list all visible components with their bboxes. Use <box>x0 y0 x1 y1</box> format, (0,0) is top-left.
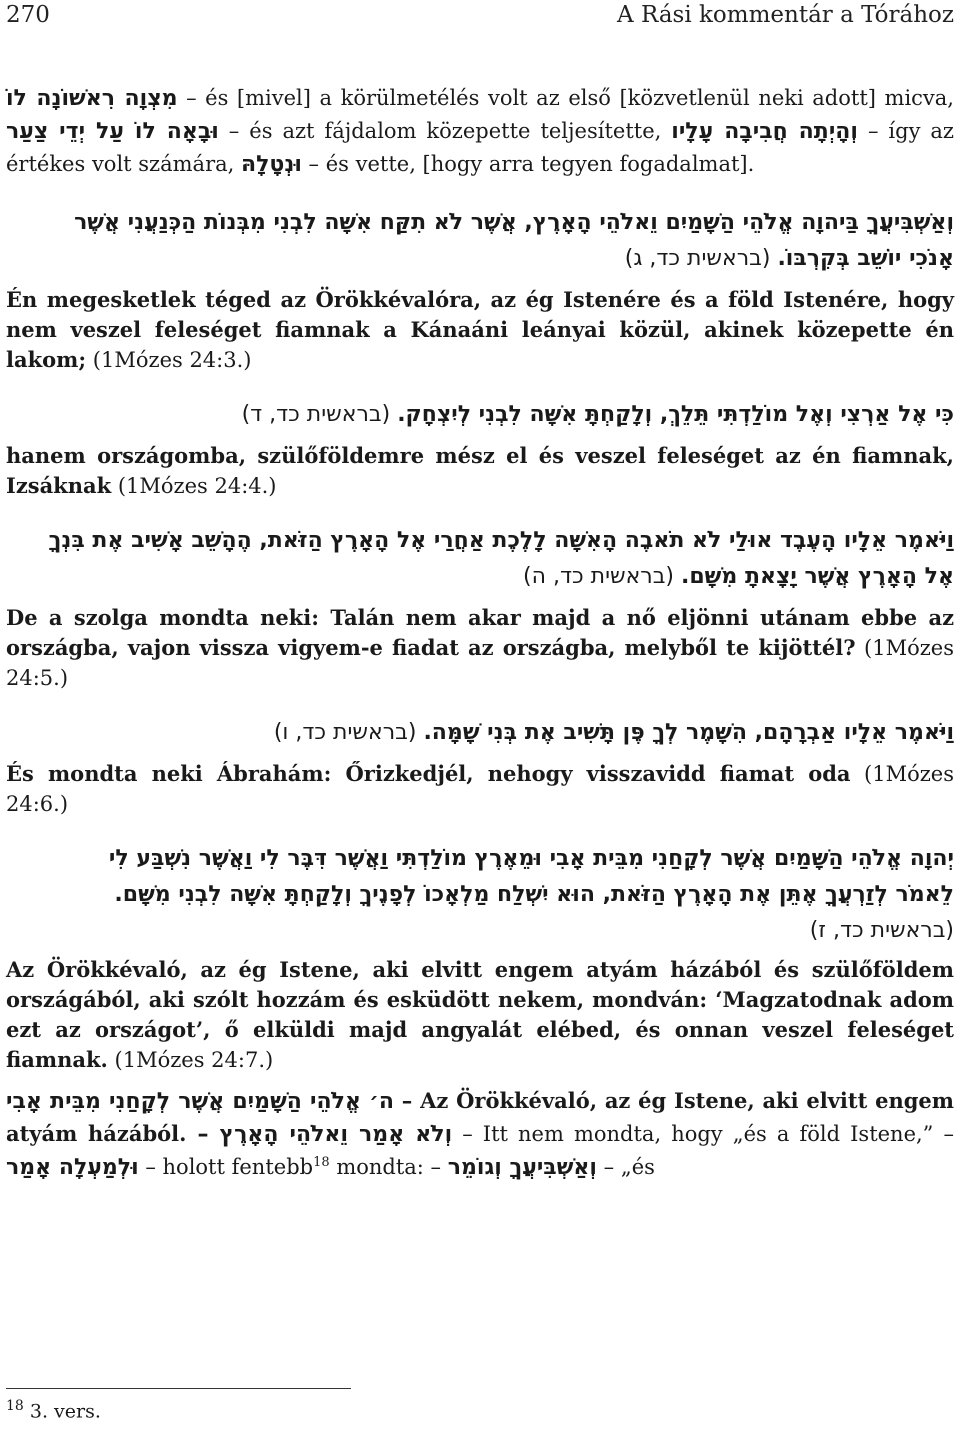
verse-7-translation <box>6 955 954 1075</box>
hebrew-reference: (בראשית כד, ו) <box>273 720 424 745</box>
footnote-divider <box>6 1388 351 1389</box>
intro-commentary <box>6 82 954 181</box>
book-title: A Rási kommentár a Tórához <box>617 2 954 28</box>
intro-text: – és vette, [hogy arra tegyen fogadalmat]. <box>301 152 755 176</box>
page-number: 270 <box>6 2 50 28</box>
hebrew-phrase: מִצְוָה רִאשׁוֹנָה לוֹ <box>6 86 178 111</box>
commentary-bold-text: – Az Örökkévaló, az ég Istene, aki elvitt engem atyám házából. <box>6 1088 954 1146</box>
translation-text: hanem országomba, szülőföldemre mész el és veszel feleséget az én fiamnak, Izsáknak <box>6 443 954 498</box>
intro-text: – és [mivel] a körülmetélés volt az első [közvetlenül neki adott] micva, <box>177 86 954 110</box>
verse-3-hebrew-line-2 <box>6 241 954 277</box>
verse-citation: (1Mózes 24:3.) <box>86 348 252 372</box>
hebrew-reference: (בראשית כד, ד) <box>241 402 398 427</box>
verse-4-translation <box>6 441 954 501</box>
hebrew-phrase: – וְלֹא אָמַר וֵאלֹהֵי הָאָרֶץ <box>186 1122 453 1147</box>
verse-citation: (1Mózes 24:6.) <box>6 762 954 816</box>
verse-7-commentary <box>6 1085 954 1184</box>
verse-6-translation <box>6 759 954 819</box>
hebrew-phrase: וּבָאָה לוֹ עַל יְדֵי צַעַר <box>6 119 219 144</box>
hebrew-phrase: וּלְמַעְלָה אָמַר <box>6 1155 139 1180</box>
commentary-text: – „és <box>596 1155 655 1179</box>
page-content <box>6 70 954 1184</box>
verse-7-hebrew-reference <box>6 913 954 949</box>
footnote <box>6 1398 101 1422</box>
hebrew-text: אָנֹכִי יוֹשֵׁב בְּקִרְבּוֹ. <box>777 246 954 271</box>
verse-7-hebrew-line-1: יְהוָה אֱלֹהֵי הַשָּׁמַיִם אֲשֶׁר לְקָחַנִי מִבֵּית אָבִי וּמֵאֶרֶץ מוֹלַדְתִּי וַאֲשֶׁר דִּבֶּר לִי וַאֲשֶׁר נִשְׁבַּע לִי <box>108 846 954 871</box>
verse-5-translation <box>6 603 954 693</box>
verse-7-hebrew-line-2: לֵאמֹר לְזַרְעֲךָ אֶתֵּן אֶת הָאָרֶץ הַזֹּאת, הוּא יִשְׁלַח מַלְאָכוֹ לְפָנֶיךָ וְלָקַחְתָּ אִשָּׁה לִבְנִי מִשָּׁם. <box>114 882 954 907</box>
translation-text: És mondta neki Ábrahám: Őrizkedjél, nehogy visszavidd fiamat oda <box>6 761 851 786</box>
verse-5-hebrew-line-1: וַיֹּאמֶר אֵלָיו הָעֶבֶד אוּלַי לֹא תֹאבֶה הָאִשָּׁה לָלֶכֶת אַחֲרַי אֶל הָאָרֶץ הַזֹּאת, הֶהָשֵׁב אָשִׁיב אֶת בִּנְךָ <box>48 528 954 553</box>
verse-4-hebrew <box>6 397 954 433</box>
hebrew-phrase: וּנְטָלָהּ <box>240 152 302 177</box>
hebrew-reference: (בראשית כד, ז) <box>809 918 954 943</box>
hebrew-phrase: וְהָיְתָה חֲבִיבָה עָלָיו <box>671 119 858 144</box>
translation-text: Én megesketlek téged az Örökkévalóra, az ég Istenére és a föld Istenére, hogy nem veszel feleséget fiamnak a Kánaáni leányai közül, akinek közepette én lakom; <box>6 287 954 372</box>
verse-6-hebrew <box>6 715 954 751</box>
hebrew-text: וַיֹּאמֶר אֵלָיו אַבְרָהָם, הִשָּׁמֶר לְךָ פֶּן תָּשִׁיב אֶת בְּנִי שָׁמָּה. <box>423 720 954 745</box>
commentary-text: – Itt nem mondta, hogy „és a föld Istene,” – <box>452 1122 954 1146</box>
translation-text: Az Örökkévaló, az ég Istene, aki elvitt engem atyám házából és szülőföldem országából, aki szólt hozzám és esküdött nekem, mondván: ‘Magzatodnak adom ezt az országot’, ő elküldi majd angyalát elébed, és onnan veszel feleséget fiamnak. <box>6 957 954 1072</box>
hebrew-reference: (בראשית כד, ה) <box>523 564 681 589</box>
hebrew-phrase: ה׳ אֱלֹהֵי הַשָּׁמַיִם אֲשֶׁר לְקָחַנִי מִבֵּית אָבִי <box>6 1089 394 1114</box>
translation-text: De a szolga mondta neki: Talán nem akar majd a nő eljönni utánam ebbe az országba, vajon vissza vigyem-e fiadat az országba, melyből te kijöttél? <box>6 605 954 660</box>
commentary-text: – holott fentebb <box>138 1155 314 1179</box>
verse-3-hebrew-line-1: וְאַשְׁבִּיעֲךָ בַּיהוָה אֱלֹהֵי הַשָּׁמַיִם וֵאלֹהֵי הָאָרֶץ, אֲשֶׁר לֹא תִקַּח אִשָּׁה לִבְנִי מִבְּנוֹת הַכְּנַעֲנִי אֲשֶׁר <box>74 210 954 235</box>
footnote-text: 3. vers. <box>23 1400 101 1423</box>
hebrew-text: אֶל הָאָרֶץ אֲשֶׁר יָצָאתָ מִשָּׁם. <box>681 564 954 589</box>
verse-5-hebrew-line-2 <box>6 559 954 595</box>
hebrew-phrase: וְאַשְׁבִּיעֲךָ וְגוֹמֵר <box>447 1155 597 1180</box>
footnote-number: 18 <box>6 1398 24 1414</box>
intro-text: – és azt fájdalom közepette teljesítette, <box>218 119 672 143</box>
page-header <box>6 0 954 34</box>
verse-citation: (1Mózes 24:4.) <box>111 474 277 498</box>
commentary-text: mondta: – <box>329 1155 448 1179</box>
verse-citation: (1Mózes 24:7.) <box>107 1048 274 1072</box>
verse-3-translation <box>6 285 954 375</box>
intro-text: – így az értékes volt számára, <box>6 119 954 176</box>
hebrew-reference: (בראשית כד, ג) <box>624 246 778 271</box>
hebrew-text: כִּי אֶל אַרְצִי וְאֶל מוֹלַדְתִּי תֵּלֵךְ, וְלָקַחְתָּ אִשָּׁה לִבְנִי לְיִצְחָק. <box>397 402 954 427</box>
footnote-marker[interactable]: 18 <box>313 1155 330 1170</box>
verse-citation: (1Mózes 24:5.) <box>6 636 954 690</box>
